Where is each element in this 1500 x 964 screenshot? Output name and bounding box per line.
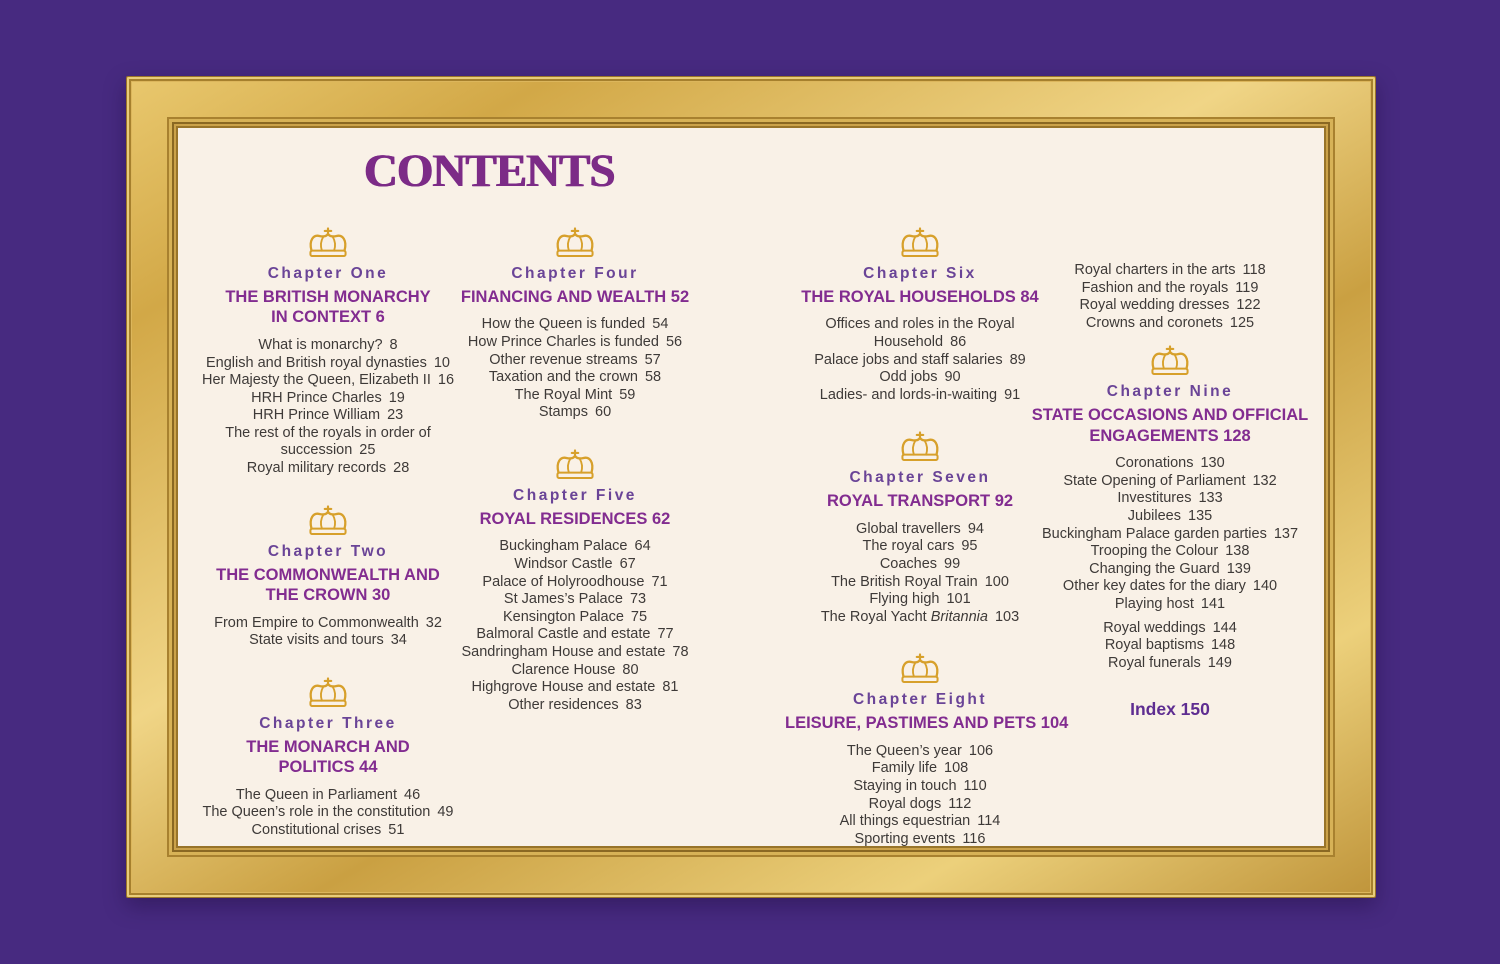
chapter-block — [785, 653, 1069, 848]
page-number: 112 — [948, 795, 972, 812]
toc-entry-line: Staying in touch 110 — [853, 778, 987, 795]
toc-entry-line: Buckingham Palace 64 — [499, 538, 651, 555]
toc-entry — [1025, 315, 1315, 333]
toc-entry-line: Investitures 133 — [1117, 490, 1223, 507]
toc-entry-line: Coronations 130 — [1115, 455, 1225, 472]
index-block — [1025, 699, 1315, 720]
toc-entry-line: The Queen’s year 106 — [846, 742, 994, 759]
toc-entry-line: Buckingham Palace garden parties 137 — [1041, 525, 1299, 542]
entries-list — [455, 316, 695, 422]
toc-entry — [1025, 280, 1315, 298]
toc-entry — [455, 352, 695, 370]
page-number: 90 — [944, 369, 961, 386]
toc-entry — [1025, 596, 1315, 614]
crown-icon — [305, 227, 351, 260]
toc-entry — [1025, 655, 1315, 673]
toc-entry-line: The Royal Mint 59 — [514, 386, 636, 403]
toc-entry — [1025, 637, 1315, 655]
toc-entry — [455, 662, 695, 680]
toc-entry — [785, 743, 1055, 761]
page-number: 118 — [1242, 262, 1266, 278]
toc-entry-line: Kensington Palace 75 — [502, 608, 648, 625]
toc-entry-line: Palace jobs and staff salaries 89 — [814, 351, 1026, 368]
toc-entry-line: Sandringham House and estate 78 — [461, 644, 689, 661]
entries-list — [785, 743, 1055, 849]
toc-entry — [178, 632, 478, 650]
page-number: 148 — [1210, 637, 1236, 654]
crown-icon — [897, 227, 943, 260]
toc-entry — [178, 822, 478, 840]
page-number: 8 — [389, 336, 398, 353]
toc-entry — [178, 787, 478, 805]
chapter-label: Chapter Four — [511, 265, 639, 282]
toc-entry-line: Balmoral Castle and estate 77 — [476, 626, 674, 643]
page-number: 95 — [961, 538, 978, 555]
toc-entry-line: Windsor Castle 67 — [514, 556, 636, 573]
page-number: 110 — [963, 778, 987, 795]
page-title: CONTENTS — [364, 145, 615, 197]
chapter-title-line: LEISURE, PASTIMES AND PETS 104 — [785, 714, 1069, 733]
entries-list — [178, 337, 478, 478]
toc-entry — [1025, 620, 1315, 638]
toc-entry-line: The royal cars 95 — [862, 538, 978, 555]
page-number: 91 — [1004, 386, 1021, 403]
toc-entry — [1025, 526, 1315, 544]
chapter-block — [455, 227, 695, 422]
toc-entry-line: Global travellers 94 — [856, 520, 984, 537]
crown-icon — [897, 431, 943, 464]
page-number: 130 — [1200, 455, 1225, 472]
page-number: 32 — [425, 614, 442, 631]
page-number: 125 — [1229, 314, 1255, 331]
toc-entry-line: Clarence House 80 — [511, 661, 639, 678]
crown-icon — [552, 449, 598, 482]
page-number: 108 — [944, 760, 969, 777]
chapter-title-line: STATE OCCASIONS AND OFFICIAL — [1031, 406, 1309, 425]
page-number: 144 — [1212, 619, 1237, 636]
page-number: 133 — [1198, 490, 1223, 507]
page-number: 59 — [619, 386, 636, 403]
toc-entry-line: Trooping the Colour 138 — [1090, 543, 1250, 560]
toc-entry — [1025, 473, 1315, 491]
toc-entry — [455, 644, 695, 662]
chapter-title-line: ENGAGEMENTS 128 — [1089, 426, 1251, 445]
page-number: 60 — [595, 404, 612, 421]
toc-entry-line: Offices and roles in the Royal — [825, 316, 1015, 333]
toc-entry-line: Crowns and coronets 125 — [1085, 314, 1255, 331]
toc-column-2 — [455, 227, 695, 741]
toc-entry-line: Royal military records 28 — [246, 460, 410, 477]
page-number: 86 — [950, 334, 967, 351]
page-number: 10 — [433, 354, 450, 371]
crown-icon — [1147, 345, 1193, 378]
toc-entry-line: From Empire to Commonwealth 32 — [214, 614, 442, 631]
page-number: 100 — [984, 573, 1009, 590]
toc-entry-line: Palace of Holyroodhouse 71 — [482, 573, 668, 590]
page-number: 46 — [404, 786, 421, 803]
toc-entry-line: Stamps 60 — [538, 404, 612, 421]
toc-entry — [785, 369, 1055, 387]
page-number: 103 — [994, 608, 1020, 625]
crown-icon — [305, 677, 351, 710]
toc-entry — [455, 679, 695, 697]
toc-entry-line: Royal weddings 144 — [1103, 619, 1237, 636]
toc-column-1 — [178, 227, 478, 866]
page-number: 138 — [1225, 543, 1250, 560]
toc-entry-line: The Queen’s role in the constitution 49 — [202, 804, 454, 821]
italic-text: Britannia — [930, 608, 988, 625]
toc-entry-line: Constitutional crises 51 — [251, 821, 405, 838]
toc-entry — [178, 425, 478, 460]
toc-entry — [1025, 508, 1315, 526]
page-number: 101 — [946, 591, 971, 608]
toc-entry — [1025, 543, 1315, 561]
page-number: 19 — [388, 389, 405, 406]
toc-entry — [455, 591, 695, 609]
page-number: 64 — [634, 538, 651, 555]
entries-list — [1025, 262, 1315, 332]
page-number: 135 — [1188, 508, 1213, 525]
toc-entry-line: Fashion and the royals 119 — [1081, 279, 1259, 296]
toc-entry-line: Flying high 101 — [869, 591, 971, 608]
toc-entry — [455, 387, 695, 405]
page-number: 54 — [652, 316, 669, 333]
toc-entry-line: What is monarchy? 8 — [258, 336, 398, 353]
chapter-label: Chapter One — [267, 265, 389, 282]
page-number: 57 — [644, 351, 661, 368]
page-number: 34 — [390, 632, 407, 649]
chapter-block — [785, 227, 1055, 404]
toc-entry — [785, 574, 1055, 592]
chapter-title-line: THE BRITISH MONARCHY — [225, 288, 431, 306]
chapter-title-line: THE CROWN 30 — [265, 586, 391, 605]
chapter-label: Chapter Five — [513, 487, 637, 505]
chapter-title-line: THE ROYAL HOUSEHOLDS 84 — [801, 288, 1039, 306]
toc-entry-line: State visits and tours 34 — [249, 632, 407, 649]
page-number: 122 — [1236, 297, 1261, 314]
page-number: 119 — [1235, 279, 1259, 296]
chapter-title-line: FINANCING AND WEALTH 52 — [460, 288, 690, 306]
entries-list — [178, 615, 478, 650]
crown-icon — [552, 227, 598, 260]
toc-entry-line: Playing host 141 — [1114, 596, 1226, 613]
toc-entry — [455, 316, 695, 334]
toc-entry — [178, 390, 478, 408]
toc-entry — [1025, 262, 1315, 280]
toc-entry-line: Other revenue streams 57 — [489, 351, 661, 368]
chapter-title-line: POLITICS 44 — [278, 758, 378, 777]
chapter-block — [1025, 345, 1315, 672]
toc-entry-line: All things equestrian 114 — [839, 813, 1001, 830]
toc-entry — [1025, 561, 1315, 579]
page-number: 56 — [665, 334, 683, 351]
chapter-label: Chapter Seven — [849, 469, 991, 487]
toc-entry — [785, 796, 1055, 814]
page-number: 71 — [651, 573, 668, 590]
toc-entry-line: Sporting events 116 — [854, 830, 986, 847]
entries-list — [1025, 455, 1315, 672]
entries-list — [785, 521, 1055, 627]
page-number: 106 — [968, 742, 994, 759]
toc-entry — [178, 355, 478, 373]
toc-entry-line: State Opening of Parliament 132 — [1063, 472, 1277, 489]
toc-entry-line: Royal funerals 149 — [1108, 654, 1232, 671]
page-number: 89 — [1009, 351, 1026, 368]
toc-entry-line: Royal dogs 112 — [868, 795, 972, 812]
toc-entry-line: Taxation and the crown 58 — [488, 369, 662, 386]
toc-entry — [1025, 455, 1315, 473]
toc-entry-line: Other key dates for the diary 140 — [1062, 578, 1278, 595]
page-number: 132 — [1252, 472, 1277, 489]
page-number: 58 — [644, 369, 662, 386]
toc-entry-line: The Royal Yacht Britannia 103 — [820, 608, 1020, 625]
toc-column-4 — [1025, 262, 1315, 747]
toc-entry-line: How Prince Charles is funded 56 — [467, 334, 683, 351]
toc-entry — [455, 556, 695, 574]
page-number: 73 — [629, 591, 647, 608]
chapter-title-line: ROYAL RESIDENCES 62 — [479, 510, 671, 529]
page-number: 80 — [622, 661, 639, 678]
toc-entry-line: Household 86 — [873, 334, 967, 351]
chapter-block — [178, 227, 478, 478]
toc-entry — [785, 591, 1055, 609]
page-number: 25 — [359, 442, 376, 459]
page-number: 83 — [625, 696, 642, 713]
toc-entry — [785, 387, 1055, 405]
toc-entry — [785, 609, 1055, 627]
toc-entry-line: The British Royal Train 100 — [831, 573, 1009, 590]
toc-entry-line: The Queen in Parliament 46 — [235, 786, 421, 803]
chapter-label: Chapter Six — [863, 265, 977, 282]
chapter-label: Chapter Two — [267, 542, 389, 560]
page-number: 81 — [662, 679, 679, 696]
page-number: 77 — [657, 626, 674, 643]
page-number: 140 — [1252, 578, 1278, 595]
page-number: 116 — [962, 830, 986, 847]
entries-list — [455, 538, 695, 714]
entries-list — [785, 316, 1055, 404]
toc-entry-line: Royal baptisms 148 — [1104, 637, 1236, 654]
chapter-label: Chapter Nine — [1106, 383, 1234, 401]
crown-icon — [305, 505, 351, 538]
page-number: 23 — [387, 407, 404, 424]
toc-entry — [785, 521, 1055, 539]
chapter-title-line: ROYAL TRANSPORT 92 — [826, 492, 1014, 511]
chapter-block — [178, 505, 478, 650]
toc-entry — [178, 615, 478, 633]
crown-icon — [897, 653, 943, 686]
toc-entry — [785, 316, 1055, 351]
chapter-title-line: THE MONARCH AND — [246, 737, 410, 756]
toc-entry-line: English and British royal dynasties 10 — [206, 354, 450, 371]
toc-entry — [178, 804, 478, 822]
toc-entry — [178, 460, 478, 478]
page-number: 149 — [1207, 654, 1232, 671]
toc-entry — [785, 538, 1055, 556]
toc-entry-line: Jubilees 135 — [1127, 508, 1213, 525]
chapter-block — [455, 449, 695, 714]
toc-entry-line: Odd jobs 90 — [879, 369, 961, 386]
toc-entry-line: How the Queen is funded 54 — [481, 316, 669, 333]
toc-entry — [785, 556, 1055, 574]
chapter-block — [178, 677, 478, 840]
chapter-label: Chapter Eight — [852, 691, 988, 709]
chapter-label: Chapter Three — [259, 714, 397, 732]
toc-entry-line: Royal wedding dresses 122 — [1079, 297, 1261, 314]
index-label: Index 150 — [1130, 699, 1210, 720]
page-number: 94 — [967, 520, 984, 537]
page-number: 28 — [393, 460, 410, 477]
toc-entry — [178, 372, 478, 390]
toc-entry-line: Royal charters in the arts 118 — [1074, 262, 1266, 278]
toc-entry-line: St James’s Palace 73 — [503, 591, 647, 608]
toc-entry — [178, 407, 478, 425]
toc-entry — [455, 626, 695, 644]
entries-list — [178, 787, 478, 840]
toc-entry — [1025, 578, 1315, 596]
toc-entry-line: Highgrove House and estate 81 — [471, 679, 679, 696]
toc-entry — [178, 337, 478, 355]
toc-entry — [455, 404, 695, 422]
page-number: 141 — [1200, 596, 1226, 613]
toc-entry — [785, 813, 1055, 831]
toc-column-3 — [785, 227, 1069, 875]
toc-entry-line: Ladies- and lords-in-waiting 91 — [819, 386, 1021, 403]
toc-entry — [785, 831, 1055, 849]
toc-entry — [1025, 297, 1315, 315]
toc-entry — [455, 538, 695, 556]
chapter-title-line: THE COMMONWEALTH AND — [216, 565, 440, 584]
page-number: 99 — [944, 556, 961, 573]
toc-entry-line: The rest of the royals in order of — [225, 424, 431, 441]
page-number: 114 — [977, 813, 1001, 830]
toc-entry-line: Her Majesty the Queen, Elizabeth II 16 — [201, 372, 455, 389]
page-number: 137 — [1273, 525, 1299, 542]
page-number: 16 — [437, 372, 455, 389]
page-number: 67 — [619, 556, 636, 573]
toc-entry — [1025, 490, 1315, 508]
toc-entry — [455, 697, 695, 715]
toc-entry-line: HRH Prince Charles 19 — [251, 389, 405, 406]
toc-entry-line: Coaches 99 — [879, 556, 961, 573]
gold-frame — [126, 76, 1376, 898]
toc-entry — [455, 334, 695, 352]
toc-entry-line: Other residences 83 — [508, 696, 642, 713]
toc-entry-line: succession 25 — [280, 442, 376, 459]
toc-entry — [455, 609, 695, 627]
toc-entry — [785, 352, 1055, 370]
page-number: 75 — [630, 608, 648, 625]
page-number: 49 — [437, 804, 454, 821]
contents-page — [178, 128, 1324, 846]
toc-entry — [785, 778, 1055, 796]
entries-block — [1025, 262, 1315, 332]
toc-entry — [455, 369, 695, 387]
page-number: 51 — [388, 821, 405, 838]
chapter-title-line: IN CONTEXT 6 — [271, 308, 385, 327]
chapter-block — [785, 431, 1055, 626]
toc-entry — [785, 760, 1055, 778]
toc-entry — [455, 574, 695, 592]
page-number: 139 — [1226, 560, 1251, 577]
toc-entry-line: HRH Prince William 23 — [252, 407, 404, 424]
toc-entry-line: Changing the Guard 139 — [1089, 560, 1251, 577]
toc-entry-line: Family life 108 — [871, 760, 969, 777]
page-number: 78 — [672, 644, 689, 661]
